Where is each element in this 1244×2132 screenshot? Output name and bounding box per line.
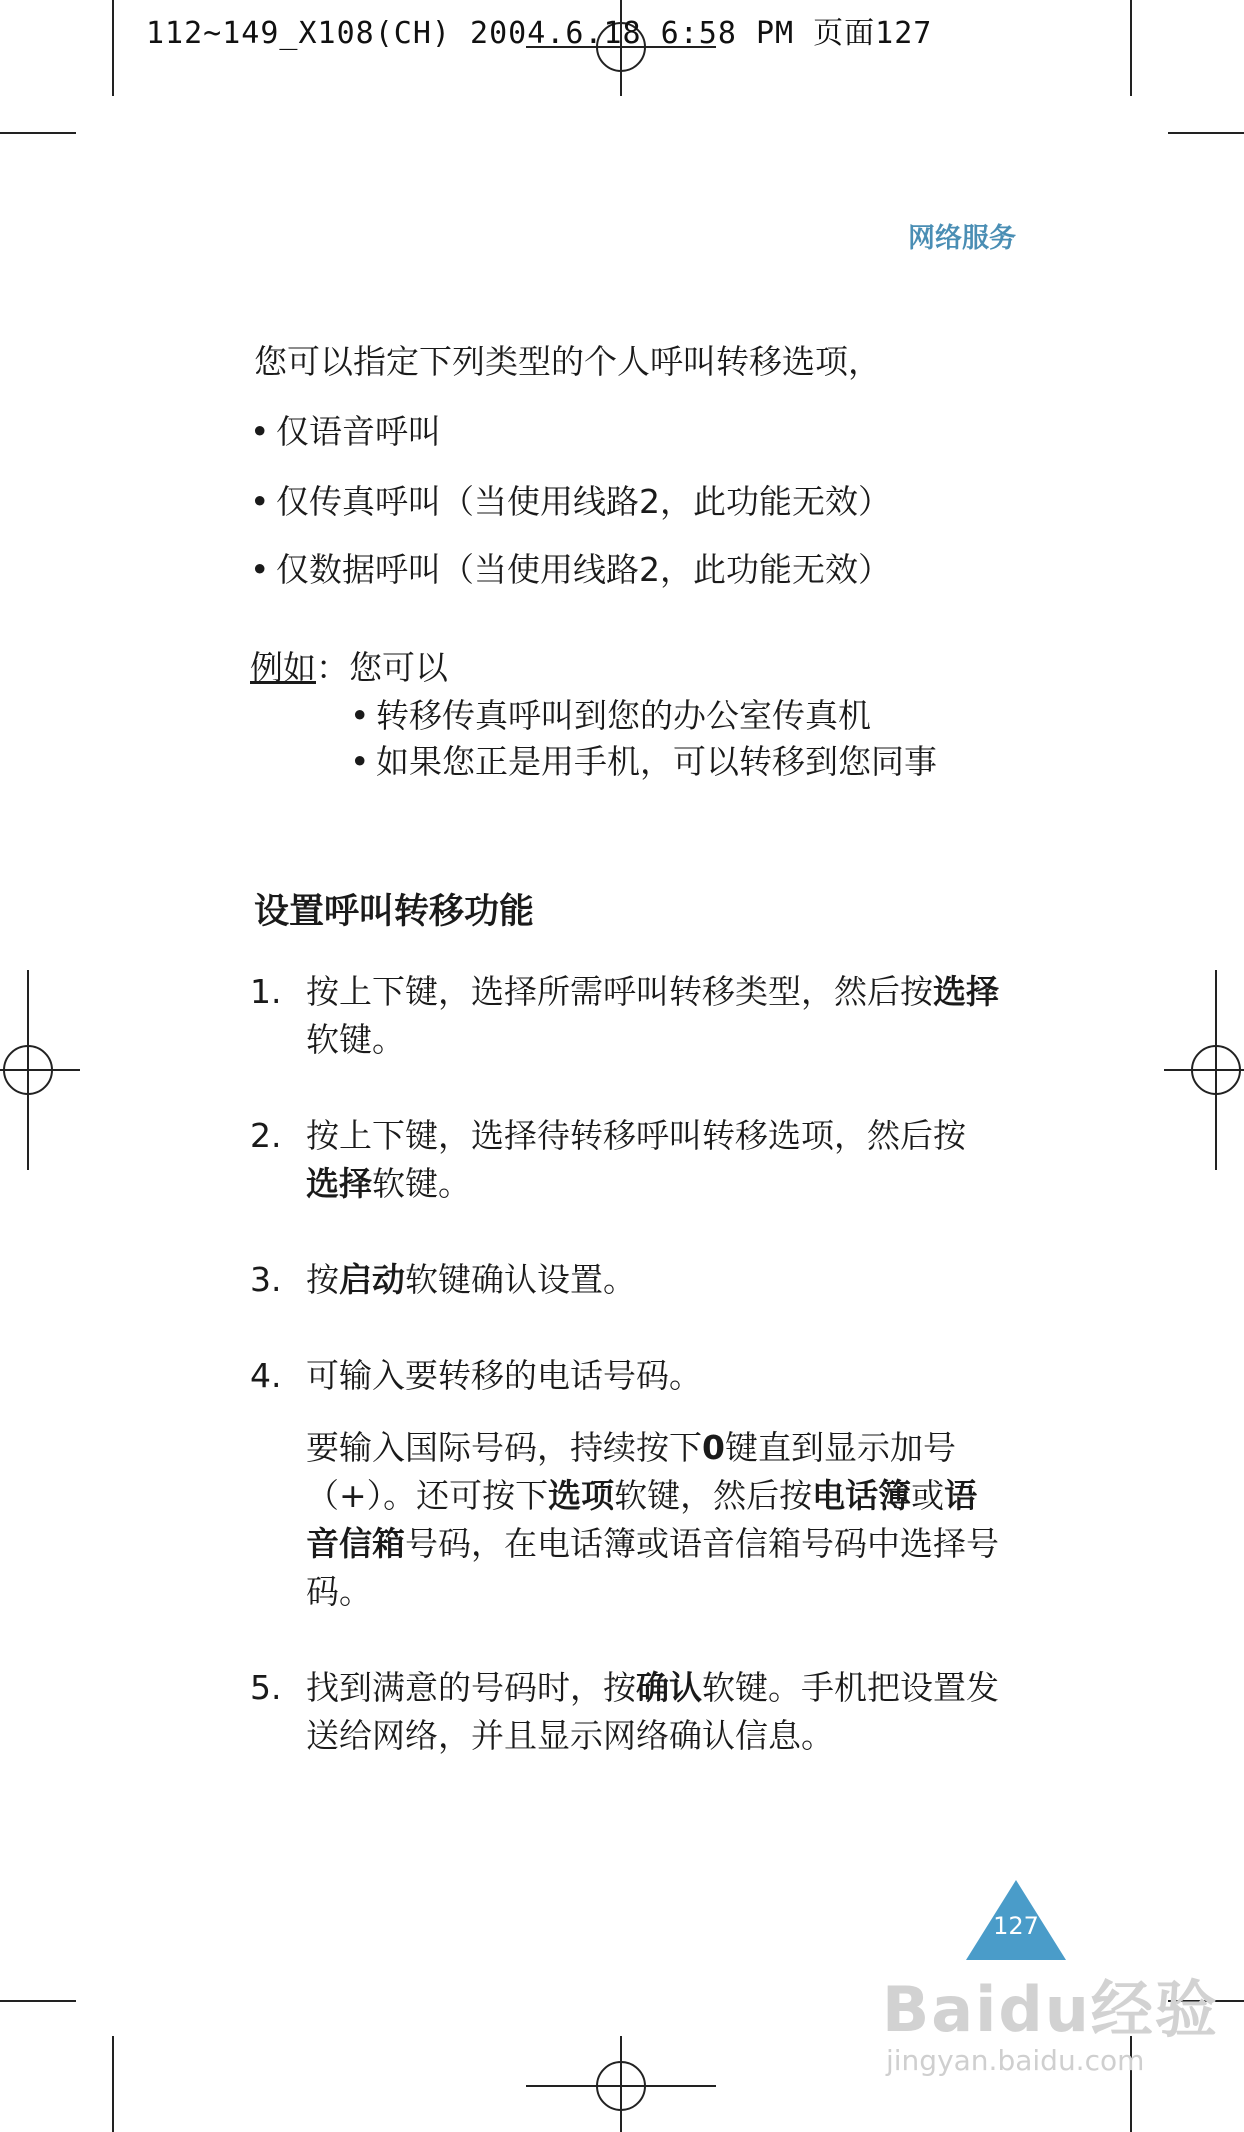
- option-item-data: • 仅数据呼叫（当使用线路2，此功能无效）: [250, 548, 891, 592]
- crop-mark: [112, 2036, 114, 2132]
- example-label: 例如: [250, 648, 316, 687]
- example-item: • 转移传真呼叫到您的办公室传真机: [350, 694, 871, 738]
- registration-mark-right-icon: [1164, 970, 1244, 1170]
- step-4-note: 要输入国际号码，持续按下0键直到显示加号（+）。还可按下选项软键，然后按电话簿或语音信箱号码，在电话簿或语音信箱号码中选择号码。: [306, 1428, 999, 1611]
- step-4: 4. 可输入要转移的电话号码。: [250, 1356, 702, 1395]
- example-item: • 如果您正是用手机，可以转移到您同事: [350, 740, 937, 784]
- crop-mark: [1168, 132, 1244, 134]
- step-2: 2. 按上下键，选择待转移呼叫转移选项，然后按 选择软键。: [250, 1116, 966, 1203]
- intro-text: 您可以指定下列类型的个人呼叫转移选项，: [254, 342, 881, 381]
- step-5: 5. 找到满意的号码时，按确认软键。手机把设置发送给网络，并且显示网络确认信息。: [250, 1668, 999, 1755]
- registration-mark-left-icon: [0, 970, 80, 1170]
- crop-mark: [0, 2000, 76, 2002]
- section-title: 网络服务: [908, 223, 1016, 254]
- step-1: 1. 按上下键，选择所需呼叫转移类型，然后按选择 软键。: [250, 972, 999, 1059]
- option-item-fax: • 仅传真呼叫（当使用线路2，此功能无效）: [250, 480, 891, 524]
- registration-mark-bottom-icon: [526, 2036, 716, 2132]
- watermark-url: jingyan.baidu.com: [886, 2044, 1145, 2077]
- crop-mark: [1130, 0, 1132, 96]
- option-item-voice: • 仅语音呼叫: [250, 410, 441, 454]
- section-heading: 设置呼叫转移功能: [254, 892, 535, 932]
- example-text: ：您可以: [316, 648, 448, 687]
- crop-mark: [112, 0, 114, 96]
- page-number: 127: [993, 1912, 1039, 1940]
- example-line: [250, 646, 448, 690]
- step-3: 3. 按启动软键确认设置。: [250, 1260, 636, 1299]
- watermark-logo: Baidu经验: [882, 1973, 1219, 2046]
- print-header: 112~149_X108(CH) 2004.6.18 6:58 PM 页面127: [146, 16, 933, 51]
- crop-mark: [0, 132, 76, 134]
